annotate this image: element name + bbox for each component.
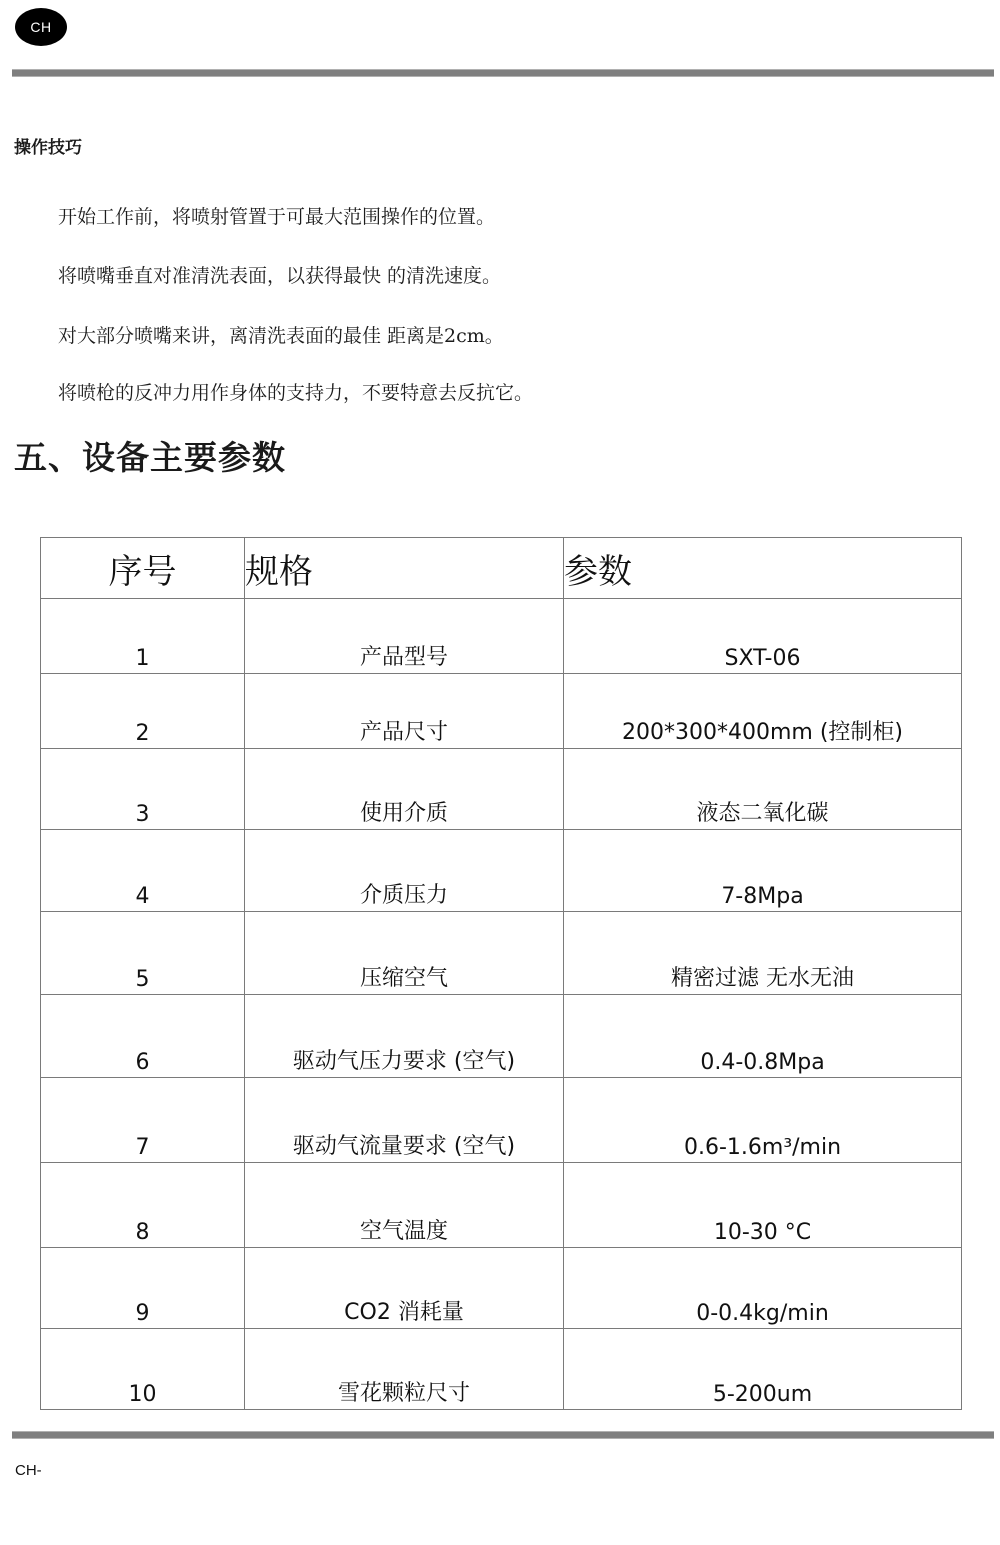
company-logo: [15, 8, 67, 46]
table-row: [41, 1329, 962, 1410]
row-no: 9: [41, 1248, 245, 1329]
table-row: [41, 674, 962, 749]
tip-item: 将喷嘴垂直对准清洗表面，以获得最快 的清洗速度。: [58, 265, 502, 287]
row-no: 6: [41, 995, 245, 1078]
row-spec: 驱动气压力要求 (空气): [245, 995, 564, 1078]
tip-item: 将喷枪的反冲力用作身体的支持力，不要特意去反抗它。: [58, 382, 534, 404]
row-value: SXT-06: [564, 599, 962, 674]
table-row: [41, 1248, 962, 1329]
row-no: 1: [41, 599, 245, 674]
table-row: [41, 830, 962, 912]
row-no: 5: [41, 912, 245, 995]
header-spec: 规格: [245, 538, 564, 599]
row-no: 10: [41, 1329, 245, 1410]
row-value: 液态二氧化碳: [564, 749, 962, 830]
header-value: 参数: [564, 538, 962, 599]
row-value: 7-8Mpa: [564, 830, 962, 912]
header-divider: [12, 69, 994, 77]
row-no: 4: [41, 830, 245, 912]
row-value: 5-200um: [564, 1329, 962, 1410]
row-value: 0-0.4kg/min: [564, 1248, 962, 1329]
tips-title: 操作技巧: [14, 138, 82, 158]
row-value: 10-30 °C: [564, 1163, 962, 1248]
row-spec: 使用介质: [245, 749, 564, 830]
row-spec: 产品尺寸: [245, 674, 564, 749]
row-spec: 空气温度: [245, 1163, 564, 1248]
row-spec: 压缩空气: [245, 912, 564, 995]
section-heading: 五、设备主要参数: [14, 438, 286, 477]
logo-text: CH: [30, 19, 52, 35]
row-no: 8: [41, 1163, 245, 1248]
row-spec: 雪花颗粒尺寸: [245, 1329, 564, 1410]
spec-table: [40, 537, 962, 1410]
table-row: [41, 1078, 962, 1163]
row-spec: 驱动气流量要求 (空气): [245, 1078, 564, 1163]
table-row: [41, 599, 962, 674]
row-spec: CO2 消耗量: [245, 1248, 564, 1329]
row-no: 3: [41, 749, 245, 830]
footer-divider: [12, 1431, 994, 1439]
table-row: [41, 1163, 962, 1248]
row-value: 200*300*400mm (控制柜): [564, 674, 962, 749]
row-value: 0.6-1.6m³/min: [564, 1078, 962, 1163]
tip-item: 对大部分喷嘴来讲，离清洗表面的最佳 距离是2cm。: [58, 325, 504, 347]
tip-item: 开始工作前，将喷射管置于可最大范围操作的位置。: [58, 206, 496, 228]
row-no: 7: [41, 1078, 245, 1163]
footer-code: CH-: [15, 1462, 42, 1479]
table-row: [41, 912, 962, 995]
table-row: [41, 749, 962, 830]
row-spec: 产品型号: [245, 599, 564, 674]
row-value: 精密过滤 无水无油: [564, 912, 962, 995]
header-no: 序号: [41, 538, 245, 599]
table-header-row: [41, 538, 962, 599]
table-row: [41, 995, 962, 1078]
row-spec: 介质压力: [245, 830, 564, 912]
row-value: 0.4-0.8Mpa: [564, 995, 962, 1078]
row-no: 2: [41, 674, 245, 749]
